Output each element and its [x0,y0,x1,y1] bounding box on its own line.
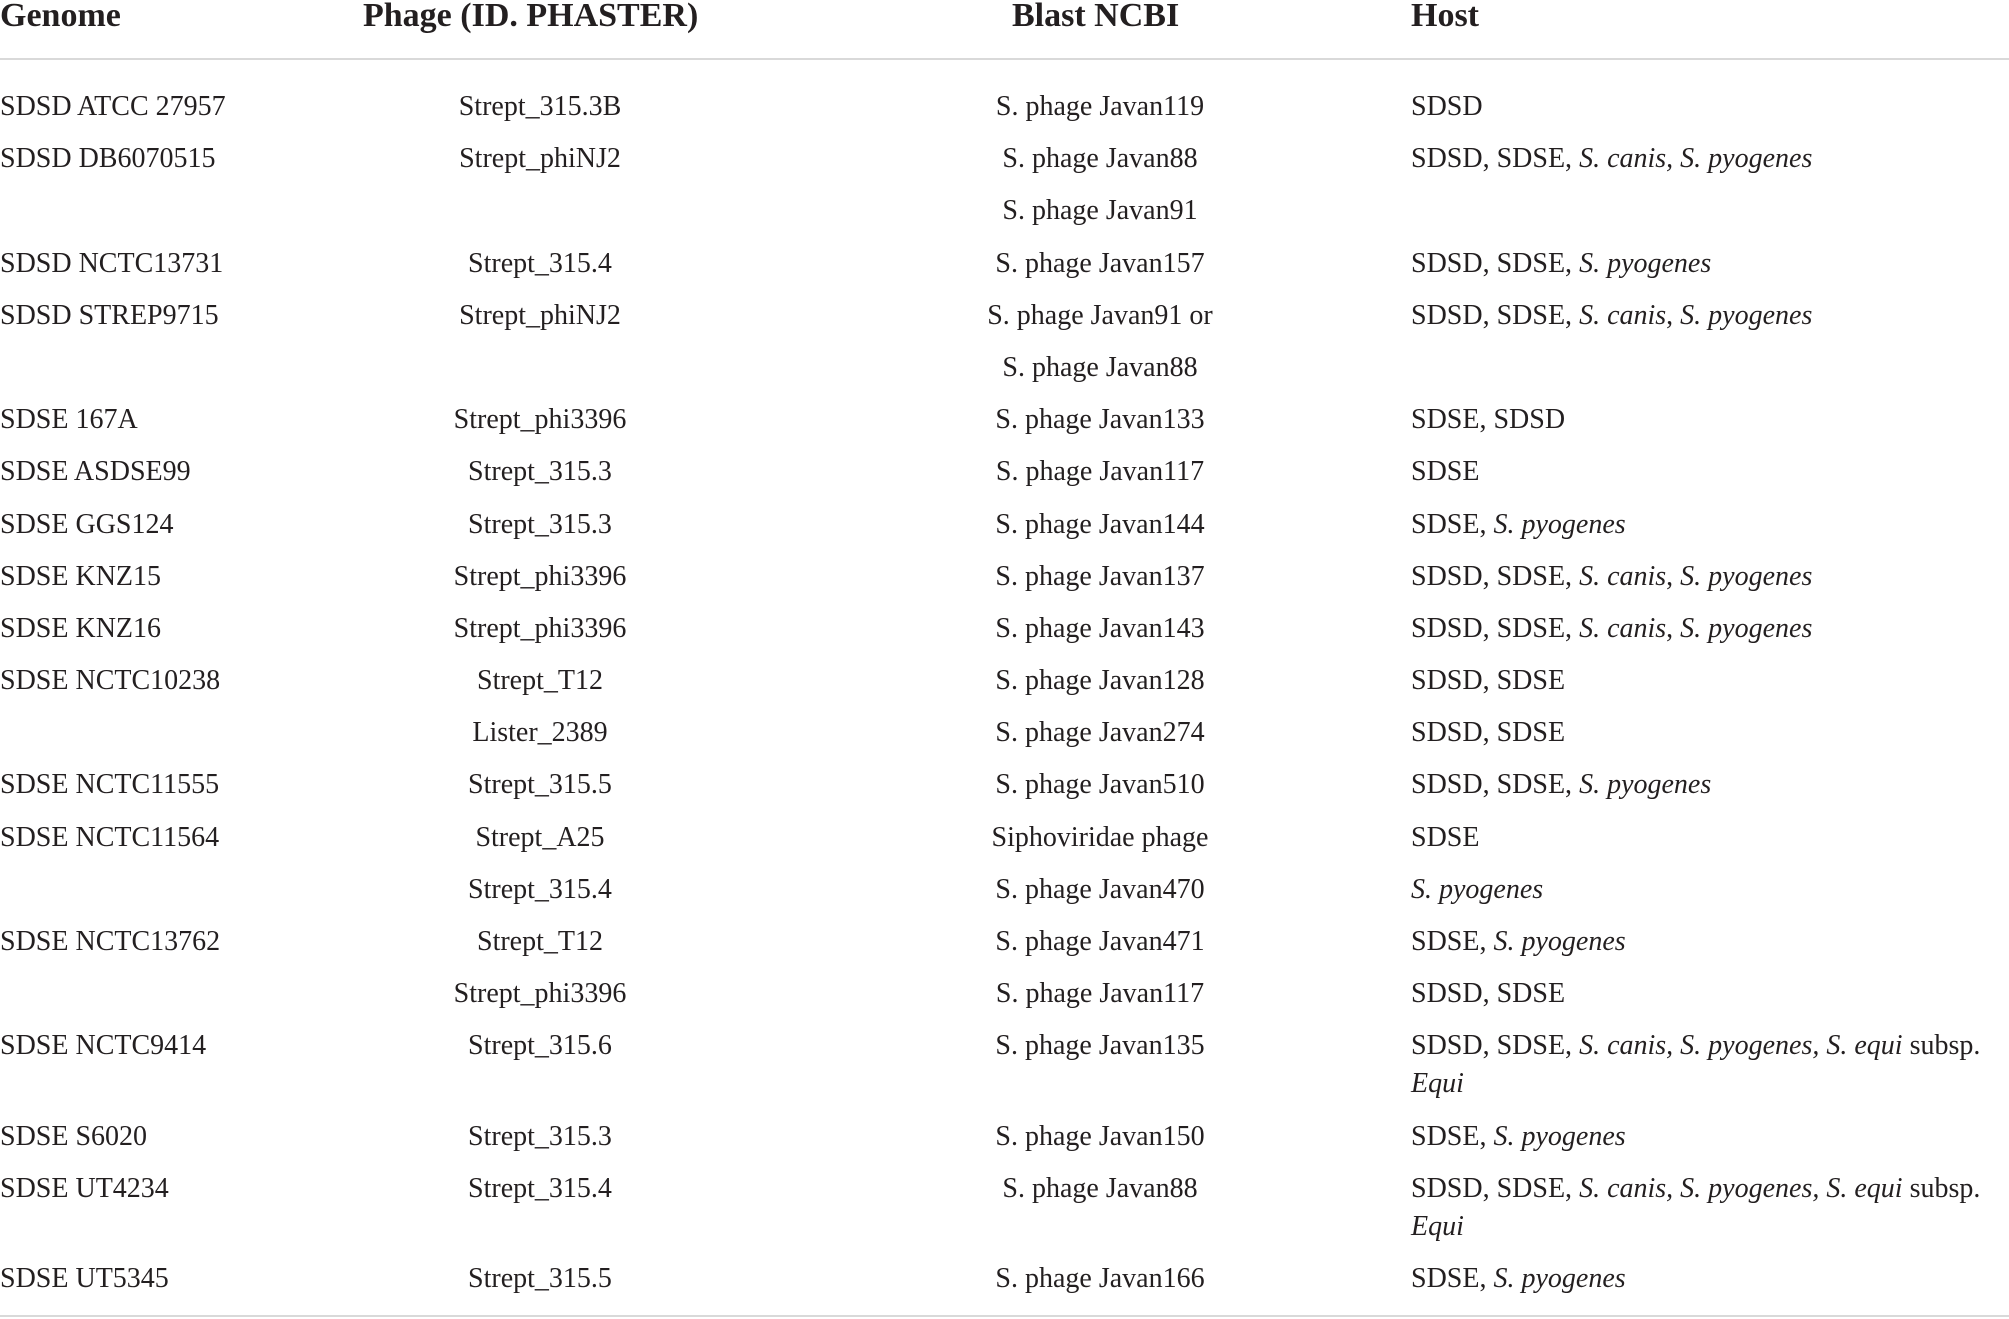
bottom-rule [0,1315,2009,1317]
genome-cell: SDSD NCTC13731 [0,247,224,279]
blast-line: S. phage Javan143 [995,612,1205,644]
host-line [1411,140,2005,178]
host-cell [1411,819,2005,857]
host-text: SDSE, [1411,1120,1494,1152]
host-text: , [1666,560,1681,592]
blast-line: S. phage Javan88 [1002,143,1198,175]
phage-cell: Strept_315.5 [468,769,612,801]
host-line [1411,1065,2005,1103]
blast-line: S. phage Javan117 [995,978,1205,1010]
host-cell [1411,923,2005,961]
host-species-italic: S. pyogenes [1680,299,1813,331]
host-line [1411,923,2005,961]
phage-cell: Strept_315.3 [468,508,612,540]
host-species-italic: S. canis, S. pyogenes, S. equi [1579,1172,1903,1204]
table-row [0,245,2009,297]
blast-line: Siphoviridae phage [991,821,1209,853]
genome-cell: SDSE ASDSE99 [0,456,191,488]
host-cell [1411,766,2005,804]
genome-cell: SDSE NCTC11555 [0,769,220,801]
host-text: subsp. [1902,1030,1981,1062]
phage-cell: Strept_315.5 [468,1262,612,1294]
host-text: SDSE, [1411,1262,1494,1294]
host-text: SDSD, SDSE, [1411,612,1580,644]
blast-line: S. phage Javan470 [995,873,1205,905]
table-row [0,558,2009,610]
host-cell [1411,401,2005,439]
genome-cell: SDSD DB6070515 [0,143,216,175]
host-text: SDSE, [1411,926,1494,958]
table-row [0,662,2009,714]
host-text: SDSE, SDSD [1411,404,1566,436]
host-cell [1411,453,2005,491]
host-line [1411,453,2005,491]
genome-cell: SDSE UT5345 [0,1262,169,1294]
host-cell [1411,245,2005,283]
host-line [1411,401,2005,439]
phage-cell: Strept_315.4 [468,873,612,905]
host-text: SDSD, SDSE, [1411,143,1580,175]
blast-line: S. phage Javan117 [995,456,1205,488]
blast-cell [900,1260,1300,1312]
genome-cell: SDSE 167A [0,404,138,436]
host-species-italic: S. canis [1579,299,1667,331]
host-text: SDSE [1411,821,1480,853]
blast-cell [900,975,1300,1027]
host-text: SDSD, SDSE, [1411,560,1580,592]
table-row [0,1118,2009,1170]
host-cell [1411,558,2005,596]
phage-cell: Strept_315.3 [468,1120,612,1152]
genome-cell: SDSE NCTC11564 [0,821,220,853]
host-species-italic: S. pyogenes [1579,769,1712,801]
host-species-italic: S. pyogenes [1680,560,1813,592]
blast-line: S. phage Javan88 [1002,1172,1198,1204]
host-line [1411,714,2005,752]
host-cell [1411,1170,2005,1246]
blast-cell [900,245,1300,297]
host-text: subsp. [1902,1172,1981,1204]
host-line [1411,1027,2005,1065]
table-row [0,1260,2009,1312]
blast-line: S. phage Javan128 [995,665,1205,697]
blast-line: S. phage Javan471 [995,926,1205,958]
host-species-italic: S. canis [1579,560,1667,592]
host-line [1411,245,2005,283]
host-line [1411,1118,2005,1156]
host-line [1411,662,2005,700]
host-text: SDSD, SDSE, [1411,1030,1580,1062]
blast-cell [900,297,1300,401]
blast-cell [900,1118,1300,1170]
host-text: , [1666,299,1681,331]
genome-cell: SDSD STREP9715 [0,299,219,331]
host-line [1411,871,2005,909]
host-text: , [1666,612,1681,644]
table-row [0,1170,2009,1260]
host-line [1411,610,2005,648]
blast-line: S. phage Javan166 [995,1262,1205,1294]
genome-cell: SDSD ATCC 27957 [0,91,226,122]
host-text: SDSE, [1411,508,1494,540]
host-cell [1411,975,2005,1013]
host-cell [1411,610,2005,648]
table-row [0,923,2009,975]
blast-cell [900,871,1300,923]
host-species-italic: S. pyogenes [1493,1120,1626,1152]
table-row [0,140,2009,244]
host-cell [1411,1260,2005,1298]
blast-line: S. phage Javan135 [995,1030,1205,1062]
host-text: SDSD [1411,91,1483,122]
genome-cell: SDSE GGS124 [0,508,174,540]
blast-cell [900,558,1300,610]
genome-cell: SDSE NCTC13762 [0,926,221,958]
host-text: SDSE [1411,456,1480,488]
phage-cell: Strept_phi3396 [453,612,627,644]
host-line [1411,975,2005,1013]
blast-line: S. phage Javan274 [995,717,1205,749]
header-phage: Phage (ID. PHASTER) [363,0,699,34]
blast-cell [900,766,1300,818]
host-text: SDSD, SDSE [1411,717,1566,749]
host-species-italic: S. pyogenes [1493,926,1626,958]
phage-cell: Strept_phiNJ2 [459,299,621,331]
table-header [0,0,2009,60]
host-cell [1411,140,2005,178]
header-host: Host [1411,0,1479,34]
header-genome: Genome [0,0,121,34]
host-cell [1411,88,2005,126]
host-text: SDSD, SDSE, [1411,299,1580,331]
table-row [0,506,2009,558]
blast-cell [900,714,1300,766]
host-species-italic: Equi [1411,1210,1464,1242]
host-species-italic: S. pyogenes [1579,247,1712,279]
phage-cell: Strept_phi3396 [453,560,627,592]
phage-cell: Strept_315.3 [468,456,612,488]
blast-line: S. phage Javan91 or [987,299,1213,331]
blast-line: S. phage Javan88 [1002,351,1198,383]
table-row [0,714,2009,766]
phage-cell: Strept_A25 [475,821,605,853]
table-row [0,88,2009,140]
table-row [0,297,2009,401]
phage-cell: Strept_phi3396 [453,404,627,436]
phage-cell: Strept_315.6 [468,1030,612,1062]
host-species-italic: S. canis [1579,612,1667,644]
blast-cell [900,923,1300,975]
host-line [1411,506,2005,544]
table-row [0,401,2009,453]
blast-cell [900,662,1300,714]
phage-cell: Lister_2389 [472,717,608,749]
genome-cell: SDSE NCTC10238 [0,665,221,697]
phage-cell: Strept_phiNJ2 [459,143,621,175]
genome-cell: SDSE S6020 [0,1120,148,1152]
header-blast: Blast NCBI [1012,0,1180,34]
host-species-italic: S. canis, S. pyogenes, S. equi [1579,1030,1903,1062]
host-line [1411,558,2005,596]
host-cell [1411,1118,2005,1156]
table-row [0,975,2009,1027]
phage-cell: Strept_T12 [477,926,603,958]
blast-cell [900,453,1300,505]
table-row [0,610,2009,662]
blast-cell [900,88,1300,140]
host-species-italic: S. canis, S. pyogenes [1579,143,1813,175]
host-cell [1411,871,2005,909]
host-species-italic: S. pyogenes [1680,612,1813,644]
genome-cell: SDSE KNZ15 [0,560,162,592]
host-cell [1411,506,2005,544]
host-line [1411,1170,2005,1208]
table-row [0,819,2009,871]
blast-cell [900,610,1300,662]
blast-cell [900,140,1300,244]
blast-line: S. phage Javan157 [995,247,1205,279]
host-cell [1411,297,2005,335]
host-line [1411,297,2005,335]
host-text: SDSD, SDSE, [1411,247,1580,279]
host-species-italic: S. pyogenes [1493,508,1626,540]
blast-line: S. phage Javan137 [995,560,1205,592]
blast-cell [900,1027,1300,1079]
blast-cell [900,401,1300,453]
host-line [1411,1260,2005,1298]
blast-cell [900,819,1300,871]
host-cell [1411,1027,2005,1103]
host-species-italic: S. pyogenes [1493,1262,1626,1294]
genome-cell: SDSE NCTC9414 [0,1030,207,1062]
host-line [1411,88,2005,126]
host-text: SDSD, SDSE [1411,978,1566,1010]
table-row [0,766,2009,818]
table-body [0,60,2009,1312]
table-row [0,871,2009,923]
table-row [0,1027,2009,1117]
phage-cell: Strept_phi3396 [453,978,627,1010]
genome-cell: SDSE UT4234 [0,1172,169,1204]
host-line [1411,819,2005,857]
host-species-italic: Equi [1411,1068,1464,1100]
phage-cell: Strept_T12 [477,665,603,697]
host-line [1411,1208,2005,1246]
blast-line: S. phage Javan119 [995,91,1205,122]
host-cell [1411,714,2005,752]
host-text: SDSD, SDSE, [1411,769,1580,801]
blast-cell [900,1170,1300,1222]
blast-line: S. phage Javan150 [995,1120,1205,1152]
blast-line: S. phage Javan510 [995,769,1205,801]
blast-cell [900,506,1300,558]
phage-cell: Strept_315.3B [458,91,622,122]
host-line [1411,766,2005,804]
host-cell [1411,662,2005,700]
blast-line: S. phage Javan144 [995,508,1205,540]
blast-line: S. phage Javan133 [995,404,1205,436]
host-text: SDSD, SDSE, [1411,1172,1580,1204]
host-text: SDSD, SDSE [1411,665,1566,697]
genome-cell: SDSE KNZ16 [0,612,162,644]
host-species-italic: S. pyogenes [1411,873,1544,905]
phage-cell: Strept_315.4 [468,1172,612,1204]
table-row [0,453,2009,505]
blast-line: S. phage Javan91 [1002,195,1198,227]
phage-cell: Strept_315.4 [468,247,612,279]
